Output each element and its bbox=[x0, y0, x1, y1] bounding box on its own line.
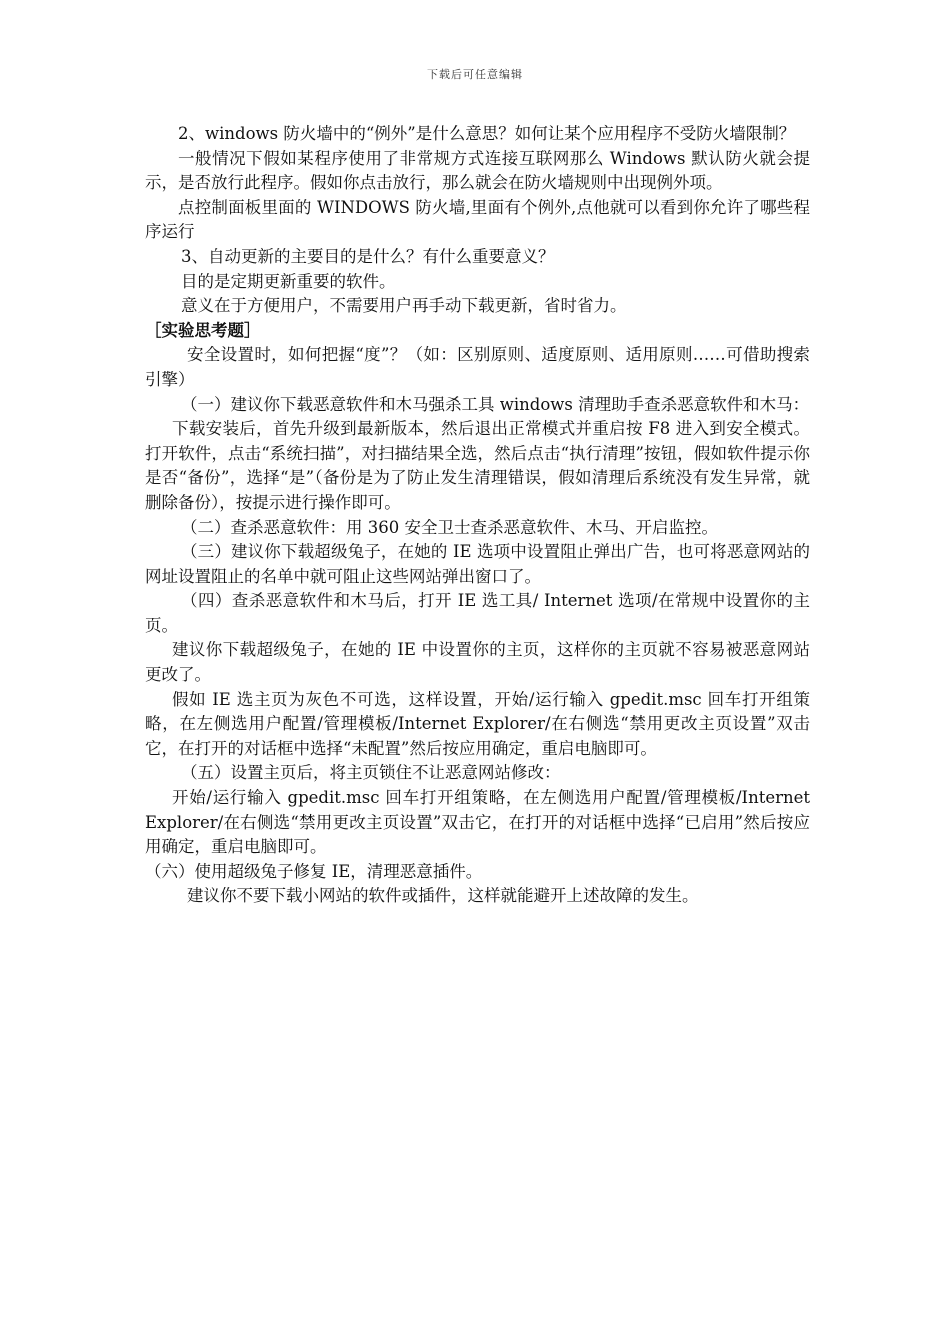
closing-advice: 建议你不要下载小网站的软件或插件，这样就能避开上述故障的发生。 bbox=[187, 886, 699, 906]
item-1-heading: （一）建议你下载恶意软件和木马强杀工具 windows 清理助手查杀恶意软件和木马： bbox=[181, 394, 810, 414]
answer-2-paragraph-2: 点控制面板里面的 WINDOWS 防火墙,里面有个例外,点他就可以看到你允许了哪些程序运行 bbox=[145, 197, 810, 242]
question-2: 2、windows 防火墙中的“例外”是什么意思？如何让某个应用程序不受防火墙限制？ bbox=[178, 124, 796, 143]
item-4-suggestion: 建议你下载超级兔子，在她的 IE 中设置你的主页，这样你的主页就不容易被恶意网站更改了。 bbox=[145, 640, 810, 685]
answer-3-significance: 意义在于方便用户，不需要用户再手动下载更新，省时省力。 bbox=[181, 296, 627, 316]
item-4-gpedit: 假如 IE 选主页为灰色不可选，这样设置，开始/运行输入 gpedit.msc 回车打开组策略，在左侧选用户配置/管理模板/Internet Explorer/在右侧选“禁用更改主页设置”双击它，在打开的对话框中选择“未配置”然后按应用确定，重启电脑即可。 bbox=[145, 689, 810, 758]
item-1-body: 下载安装后，首先升级到最新版本，然后退出正常模式并重启按 F8 进入到安全模式。打开软件，点击“系统扫描”，对扫描结果全选，然后点击“执行清理”按钮，假如软件提示你是否“备份”，选择“是”（备份是为了防止发生清理错误，假如清理后系统没有发生异常，就删除备份），按提示进行操作即可。 bbox=[145, 419, 810, 512]
question-3: 3、自动更新的主要目的是什么？有什么重要意义？ bbox=[181, 246, 555, 266]
section-title: ［实验思考题］ bbox=[145, 320, 261, 340]
header-note: 下载后可任意编辑 bbox=[427, 68, 523, 81]
item-4: （四）查杀恶意软件和木马后，打开 IE 选工具/ Internet 选项/在常规中设置你的主页。 bbox=[145, 591, 810, 635]
item-5-body: 开始/运行输入 gpedit.msc 回车打开组策略，在左侧选用户配置/管理模板/Internet Explorer/在右侧选“禁用更改主页设置”双击它，在打开的对话框中选择“已启用”然后按应用确定，重启电脑即可。 bbox=[145, 788, 810, 857]
document-body bbox=[145, 122, 810, 909]
item-2: （二）查杀恶意软件：用 360 安全卫士查杀恶意软件、木马、开启监控。 bbox=[181, 517, 718, 537]
item-5-heading: （五）设置主页后，将主页锁住不让恶意网站修改： bbox=[181, 763, 561, 783]
answer-3-purpose: 目的是定期更新重要的软件。 bbox=[181, 271, 396, 291]
item-3: （三）建议你下载超级兔子，在她的 IE 选项中设置阻止弹出广告，也可将恶意网站的网址设置阻止的名单中就可阻止这些网站弹出窗口了。 bbox=[145, 542, 810, 586]
thinking-question: 安全设置时，如何把握“度”？（如：区别原则、适度原则、适用原则……可借助搜索引擎） bbox=[145, 345, 810, 389]
answer-2-paragraph-1: 一般情况下假如某程序使用了非常规方式连接互联网那么 Windows 默认防火就会提示，是否放行此程序。假如你点击放行，那么就会在防火墙规则中出现例外项。 bbox=[145, 148, 810, 193]
item-6: （六）使用超级兔子修复 IE，清理恶意插件。 bbox=[145, 861, 483, 881]
